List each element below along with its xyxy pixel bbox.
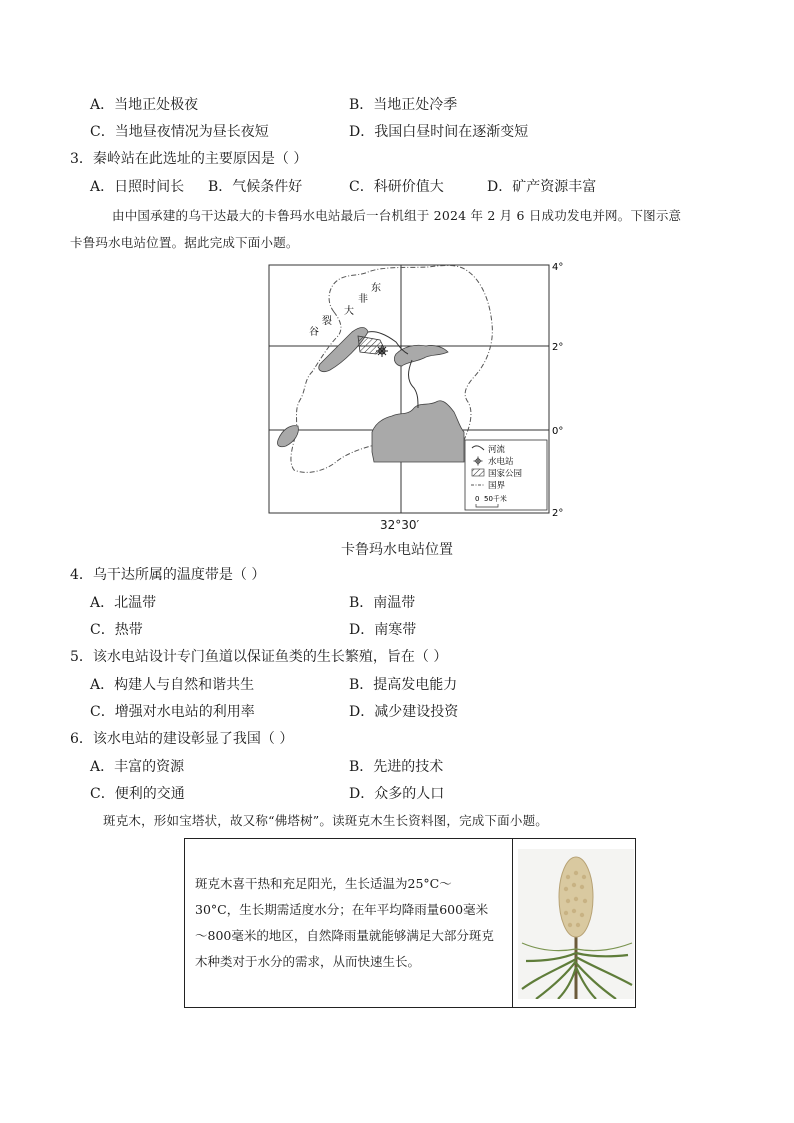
map-legend bbox=[465, 440, 547, 510]
q3-stem: 3．秦岭站在此选址的主要原因是（ ） bbox=[70, 151, 308, 167]
q2-option-c: C．当地昼夜情况为昼长夜短 bbox=[90, 124, 269, 140]
legend-scale-zero: 0 bbox=[475, 495, 480, 503]
rift-label-char-1: 东 bbox=[371, 283, 381, 294]
lat-label-2n: 2° bbox=[552, 342, 564, 353]
rift-label-char-4: 裂 bbox=[322, 316, 332, 327]
q4-option-d: D．南寒带 bbox=[349, 622, 417, 638]
map-caption: 卡鲁玛水电站位置 bbox=[341, 542, 453, 558]
longitude-label: 32°30′ bbox=[380, 518, 420, 532]
rift-label-char-5: 谷 bbox=[309, 327, 319, 338]
q3-option-d: D．矿产资源丰富 bbox=[487, 179, 597, 195]
legend-river-label: 河流 bbox=[488, 445, 506, 455]
q6-stem: 6．该水电站的建设彰显了我国（ ） bbox=[70, 731, 294, 747]
q5-option-c: C．增强对水电站的利用率 bbox=[90, 704, 255, 720]
banksia-intro: 斑克木，形如宝塔状，故又称“佛塔树”。读斑克木生长资料图，完成下面小题。 bbox=[103, 813, 548, 828]
legend-scale-distance: 50千米 bbox=[484, 495, 507, 503]
q4-stem: 4．乌干达所属的温度带是（ ） bbox=[70, 567, 266, 583]
q3-option-b: B．气候条件好 bbox=[208, 179, 303, 195]
q2-option-b: B．当地正处冷季 bbox=[349, 97, 458, 113]
q2-option-a: A．当地正处极夜 bbox=[90, 97, 199, 113]
banksia-box-divider bbox=[512, 839, 513, 1007]
q6-option-a: A．丰富的资源 bbox=[90, 759, 185, 775]
lake-victoria bbox=[372, 401, 464, 462]
banksia-info-box bbox=[184, 838, 636, 1008]
banksia-flower-image bbox=[518, 849, 634, 999]
q5-option-a: A．构建人与自然和谐共生 bbox=[90, 677, 255, 693]
karuma-location-map bbox=[268, 262, 578, 520]
legend-border-label: 国界 bbox=[488, 481, 506, 491]
q4-option-c: C．热带 bbox=[90, 622, 143, 638]
q3-option-c: C．科研价值大 bbox=[349, 179, 444, 195]
q2-option-d: D．我国白昼时间在逐渐变短 bbox=[349, 124, 529, 140]
lat-label-2s: 2° bbox=[552, 508, 564, 519]
lake-edward bbox=[277, 426, 298, 447]
legend-park-label: 国家公园 bbox=[488, 469, 523, 479]
q6-option-b: B．先进的技术 bbox=[349, 759, 444, 775]
intro-paragraph-line1: 由中国承建的乌干达最大的卡鲁玛水电站最后一台机组于 2024 年 2 月 6 日成功发电并网。下图示意 bbox=[112, 208, 682, 223]
q4-option-a: A．北温带 bbox=[90, 595, 157, 611]
q6-option-c: C．便利的交通 bbox=[90, 786, 185, 802]
q3-option-a: A．日照时间长 bbox=[90, 179, 185, 195]
legend-park-symbol bbox=[472, 469, 484, 476]
lake-kyoga bbox=[394, 345, 448, 366]
lat-label-0: 0° bbox=[552, 426, 564, 437]
rift-label-char-2: 非 bbox=[358, 294, 368, 305]
q5-option-b: B．提高发电能力 bbox=[349, 677, 458, 693]
q5-option-d: D．减少建设投资 bbox=[349, 704, 459, 720]
banksia-description: 斑克木喜干热和充足阳光，生长适温为25°C～30°C，生长期需适度水分；在年平均降雨量600毫米～800毫米的地区，自然降雨量就能够满足大部分斑克木种类对于水分的需求，从而快速生长。 bbox=[195, 876, 494, 969]
intro-paragraph-line2: 卡鲁玛水电站位置。据此完成下面小题。 bbox=[70, 235, 299, 250]
legend-hydro-label: 水电站 bbox=[488, 457, 514, 467]
q5-stem: 5．该水电站设计专门鱼道以保证鱼类的生长繁殖，旨在（ ） bbox=[70, 649, 448, 665]
q4-option-b: B．南温带 bbox=[349, 595, 416, 611]
q6-option-d: D．众多的人口 bbox=[349, 786, 445, 802]
lat-label-4n: 4° bbox=[552, 262, 564, 273]
rift-label-char-3: 大 bbox=[344, 306, 354, 317]
